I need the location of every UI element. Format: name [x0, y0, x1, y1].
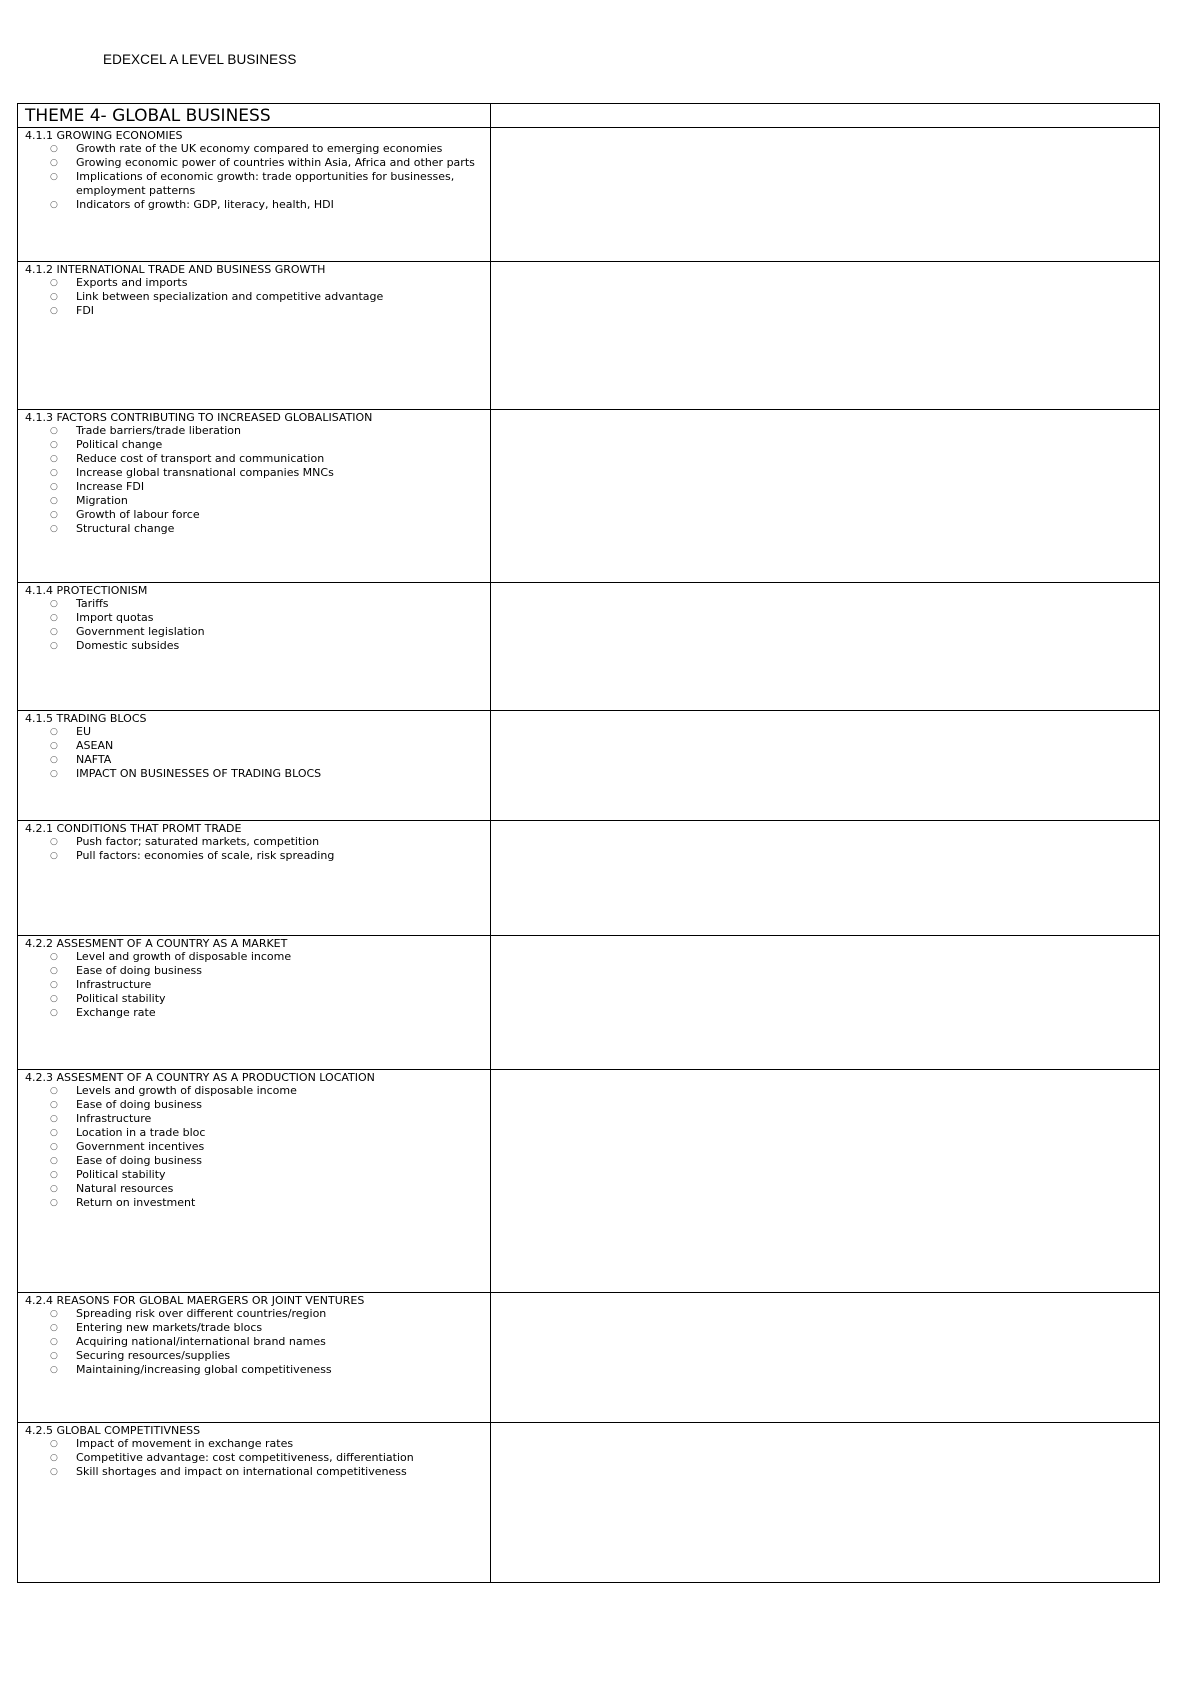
hollow-circle-bullet-icon: ○	[50, 1467, 58, 1477]
hollow-circle-bullet-icon: ○	[50, 524, 58, 534]
bullet-item	[25, 438, 486, 452]
bullet-text: FDI	[76, 304, 95, 317]
hollow-circle-bullet-icon: ○	[50, 1128, 58, 1138]
hollow-circle-bullet-icon: ○	[50, 1453, 58, 1463]
section-row	[18, 1423, 1160, 1583]
section-heading: 4.1.2 INTERNATIONAL TRADE AND BUSINESS GROWTH	[25, 263, 326, 276]
bullet-item	[25, 767, 486, 781]
hollow-circle-bullet-icon: ○	[50, 440, 58, 450]
hollow-circle-bullet-icon: ○	[50, 426, 58, 436]
bullet-item	[25, 625, 486, 639]
bullet-text: Return on investment	[76, 1196, 196, 1209]
section-topic-cell	[18, 1423, 491, 1583]
bullet-item	[25, 276, 486, 290]
section-row	[18, 821, 1160, 936]
section-topic-cell	[18, 410, 491, 583]
bullet-list	[25, 142, 486, 212]
bullet-text: Location in a trade bloc	[76, 1126, 206, 1139]
hollow-circle-bullet-icon: ○	[50, 851, 58, 861]
bullet-text: Government legislation	[76, 625, 205, 638]
section-row	[18, 128, 1160, 262]
bullet-text: Migration	[76, 494, 128, 507]
hollow-circle-bullet-icon: ○	[50, 837, 58, 847]
bullet-text: Levels and growth of disposable income	[76, 1084, 297, 1097]
bullet-item	[25, 639, 486, 653]
bullet-text: Exports and imports	[76, 276, 188, 289]
bullet-text: Structural change	[76, 522, 175, 535]
bullet-item	[25, 1126, 486, 1140]
hollow-circle-bullet-icon: ○	[50, 482, 58, 492]
bullet-text: Import quotas	[76, 611, 154, 624]
bullet-item	[25, 142, 486, 156]
bullet-text: IMPACT ON BUSINESSES OF TRADING BLOCS	[76, 767, 322, 780]
bullet-text: Tariffs	[76, 597, 109, 610]
bullet-text: Growth of labour force	[76, 508, 200, 521]
hollow-circle-bullet-icon: ○	[50, 1156, 58, 1166]
hollow-circle-bullet-icon: ○	[50, 1184, 58, 1194]
bullet-item	[25, 508, 486, 522]
bullet-text: Increase global transnational companies MNCs	[76, 466, 334, 479]
hollow-circle-bullet-icon: ○	[50, 966, 58, 976]
hollow-circle-bullet-icon: ○	[50, 755, 58, 765]
bullet-item	[25, 452, 486, 466]
bullet-item	[25, 156, 486, 170]
bullet-list	[25, 424, 486, 536]
section-row	[18, 262, 1160, 410]
bullet-text: ASEAN	[76, 739, 114, 752]
bullet-text: Infrastructure	[76, 978, 152, 991]
bullet-list	[25, 1437, 486, 1479]
bullet-item	[25, 753, 486, 767]
hollow-circle-bullet-icon: ○	[50, 1170, 58, 1180]
hollow-circle-bullet-icon: ○	[50, 952, 58, 962]
bullet-item	[25, 597, 486, 611]
hollow-circle-bullet-icon: ○	[50, 1198, 58, 1208]
bullet-list	[25, 1084, 486, 1210]
bullet-list	[25, 1307, 486, 1377]
section-topic-cell	[18, 1070, 491, 1293]
bullet-item	[25, 1307, 486, 1321]
bullet-list	[25, 597, 486, 653]
bullet-text: Entering new markets/trade blocs	[76, 1321, 263, 1334]
section-heading: 4.2.5 GLOBAL COMPETITIVNESS	[25, 1424, 201, 1437]
section-topic-cell	[18, 262, 491, 410]
bullet-item	[25, 424, 486, 438]
bullet-text: Exchange rate	[76, 1006, 156, 1019]
hollow-circle-bullet-icon: ○	[50, 172, 58, 182]
bullet-item	[25, 1182, 486, 1196]
theme-title: THEME 4- GLOBAL BUSINESS	[25, 106, 271, 126]
bullet-item	[25, 611, 486, 625]
section-heading: 4.2.4 REASONS FOR GLOBAL MAERGERS OR JOINT VENTURES	[25, 1294, 365, 1307]
hollow-circle-bullet-icon: ○	[50, 144, 58, 154]
section-topic-cell	[18, 128, 491, 262]
bullet-text: Political change	[76, 438, 163, 451]
bullet-text: Maintaining/increasing global competitiveness	[76, 1363, 332, 1376]
hollow-circle-bullet-icon: ○	[50, 292, 58, 302]
hollow-circle-bullet-icon: ○	[50, 1439, 58, 1449]
bullet-item	[25, 739, 486, 753]
bullet-text: Political stability	[76, 992, 166, 1005]
bullet-list	[25, 276, 486, 318]
bullet-text: Growing economic power of countries within Asia, Africa and other parts	[76, 156, 475, 169]
bullet-text: Implications of economic growth: trade opportunities for businesses, employment patterns	[76, 170, 455, 197]
section-notes-cell[interactable]	[491, 1070, 1160, 1293]
bullet-text: Pull factors: economies of scale, risk spreading	[76, 849, 335, 862]
bullet-text: NAFTA	[76, 753, 112, 766]
hollow-circle-bullet-icon: ○	[50, 306, 58, 316]
bullet-item	[25, 725, 486, 739]
section-row	[18, 1070, 1160, 1293]
bullet-item	[25, 1196, 486, 1210]
section-notes-cell[interactable]	[491, 128, 1160, 262]
bullet-text: Political stability	[76, 1168, 166, 1181]
bullet-item	[25, 950, 486, 964]
bullet-item	[25, 1451, 486, 1465]
bullet-text: Increase FDI	[76, 480, 145, 493]
bullet-item	[25, 835, 486, 849]
bullet-item	[25, 1006, 486, 1020]
hollow-circle-bullet-icon: ○	[50, 1114, 58, 1124]
hollow-circle-bullet-icon: ○	[50, 496, 58, 506]
hollow-circle-bullet-icon: ○	[50, 510, 58, 520]
section-heading: 4.2.2 ASSESMENT OF A COUNTRY AS A MARKET	[25, 937, 288, 950]
bullet-text: Infrastructure	[76, 1112, 152, 1125]
section-heading: 4.1.1 GROWING ECONOMIES	[25, 129, 183, 142]
bullet-item	[25, 198, 486, 212]
hollow-circle-bullet-icon: ○	[50, 468, 58, 478]
hollow-circle-bullet-icon: ○	[50, 741, 58, 751]
hollow-circle-bullet-icon: ○	[50, 1351, 58, 1361]
bullet-list	[25, 835, 486, 863]
bullet-text: Skill shortages and impact on international competitiveness	[76, 1465, 407, 1478]
hollow-circle-bullet-icon: ○	[50, 980, 58, 990]
theme-notes-cell[interactable]	[491, 104, 1160, 128]
bullet-item	[25, 1465, 486, 1479]
bullet-item	[25, 1363, 486, 1377]
section-notes-cell[interactable]	[491, 711, 1160, 821]
hollow-circle-bullet-icon: ○	[50, 727, 58, 737]
hollow-circle-bullet-icon: ○	[50, 1365, 58, 1375]
bullet-item	[25, 170, 486, 198]
bullet-text: Push factor; saturated markets, competition	[76, 835, 320, 848]
bullet-item	[25, 290, 486, 304]
bullet-text: Natural resources	[76, 1182, 174, 1195]
bullet-text: EU	[76, 725, 92, 738]
bullet-list	[25, 950, 486, 1020]
bullet-item	[25, 849, 486, 863]
section-topic-cell	[18, 1293, 491, 1423]
bullet-item	[25, 1084, 486, 1098]
bullet-item	[25, 522, 486, 536]
section-row	[18, 583, 1160, 711]
bullet-item	[25, 1335, 486, 1349]
bullet-item	[25, 480, 486, 494]
bullet-text: Government incentives	[76, 1140, 205, 1153]
bullet-item	[25, 466, 486, 480]
section-topic-cell	[18, 936, 491, 1070]
bullet-text: Trade barriers/trade liberation	[76, 424, 241, 437]
section-notes-cell[interactable]	[491, 821, 1160, 936]
bullet-item	[25, 1349, 486, 1363]
hollow-circle-bullet-icon: ○	[50, 1086, 58, 1096]
hollow-circle-bullet-icon: ○	[50, 1100, 58, 1110]
section-row	[18, 936, 1160, 1070]
section-notes-cell[interactable]	[491, 1423, 1160, 1583]
bullet-text: Reduce cost of transport and communication	[76, 452, 325, 465]
bullet-item	[25, 1321, 486, 1335]
hollow-circle-bullet-icon: ○	[50, 627, 58, 637]
section-notes-cell[interactable]	[491, 262, 1160, 410]
theme-title-cell	[18, 104, 491, 128]
bullet-text: Competitive advantage: cost competitiveness, differentiation	[76, 1451, 414, 1464]
bullet-text: Impact of movement in exchange rates	[76, 1437, 294, 1450]
section-notes-cell[interactable]	[491, 410, 1160, 583]
bullet-item	[25, 1154, 486, 1168]
section-heading: 4.2.1 CONDITIONS THAT PROMT TRADE	[25, 822, 242, 835]
bullet-text: Domestic subsides	[76, 639, 180, 652]
bullet-text: Acquiring national/international brand names	[76, 1335, 326, 1348]
notes-table	[17, 103, 1160, 1583]
bullet-text: Ease of doing business	[76, 1098, 202, 1111]
bullet-text: Level and growth of disposable income	[76, 950, 292, 963]
hollow-circle-bullet-icon: ○	[50, 769, 58, 779]
bullet-text: Growth rate of the UK economy compared to emerging economies	[76, 142, 443, 155]
bullet-item	[25, 304, 486, 318]
hollow-circle-bullet-icon: ○	[50, 641, 58, 651]
section-topic-cell	[18, 821, 491, 936]
section-row	[18, 711, 1160, 821]
section-notes-cell[interactable]	[491, 1293, 1160, 1423]
section-row	[18, 410, 1160, 583]
section-heading: 4.1.3 FACTORS CONTRIBUTING TO INCREASED GLOBALISATION	[25, 411, 373, 424]
hollow-circle-bullet-icon: ○	[50, 994, 58, 1004]
hollow-circle-bullet-icon: ○	[50, 599, 58, 609]
hollow-circle-bullet-icon: ○	[50, 1337, 58, 1347]
hollow-circle-bullet-icon: ○	[50, 200, 58, 210]
section-heading: 4.1.4 PROTECTIONISM	[25, 584, 148, 597]
hollow-circle-bullet-icon: ○	[50, 1008, 58, 1018]
hollow-circle-bullet-icon: ○	[50, 1309, 58, 1319]
bullet-text: Indicators of growth: GDP, literacy, health, HDI	[76, 198, 334, 211]
bullet-item	[25, 964, 486, 978]
bullet-item	[25, 978, 486, 992]
bullet-item	[25, 1112, 486, 1126]
section-row	[18, 1293, 1160, 1423]
section-topic-cell	[18, 583, 491, 711]
bullet-text: Spreading risk over different countries/region	[76, 1307, 327, 1320]
hollow-circle-bullet-icon: ○	[50, 613, 58, 623]
bullet-item	[25, 494, 486, 508]
section-heading: 4.1.5 TRADING BLOCS	[25, 712, 147, 725]
bullet-text: Ease of doing business	[76, 964, 202, 977]
bullet-item	[25, 1098, 486, 1112]
bullet-text: Ease of doing business	[76, 1154, 202, 1167]
hollow-circle-bullet-icon: ○	[50, 158, 58, 168]
section-notes-cell[interactable]	[491, 583, 1160, 711]
bullet-item	[25, 992, 486, 1006]
section-topic-cell	[18, 711, 491, 821]
bullet-item	[25, 1140, 486, 1154]
hollow-circle-bullet-icon: ○	[50, 278, 58, 288]
bullet-item	[25, 1437, 486, 1451]
section-heading: 4.2.3 ASSESMENT OF A COUNTRY AS A PRODUCTION LOCATION	[25, 1071, 375, 1084]
bullet-text: Securing resources/supplies	[76, 1349, 231, 1362]
bullet-text: Link between specialization and competitive advantage	[76, 290, 384, 303]
hollow-circle-bullet-icon: ○	[50, 454, 58, 464]
hollow-circle-bullet-icon: ○	[50, 1142, 58, 1152]
bullet-list	[25, 725, 486, 781]
hollow-circle-bullet-icon: ○	[50, 1323, 58, 1333]
theme-row	[18, 104, 1160, 128]
document-header: EDEXCEL A LEVEL BUSINESS	[103, 52, 297, 67]
bullet-item	[25, 1168, 486, 1182]
section-notes-cell[interactable]	[491, 936, 1160, 1070]
